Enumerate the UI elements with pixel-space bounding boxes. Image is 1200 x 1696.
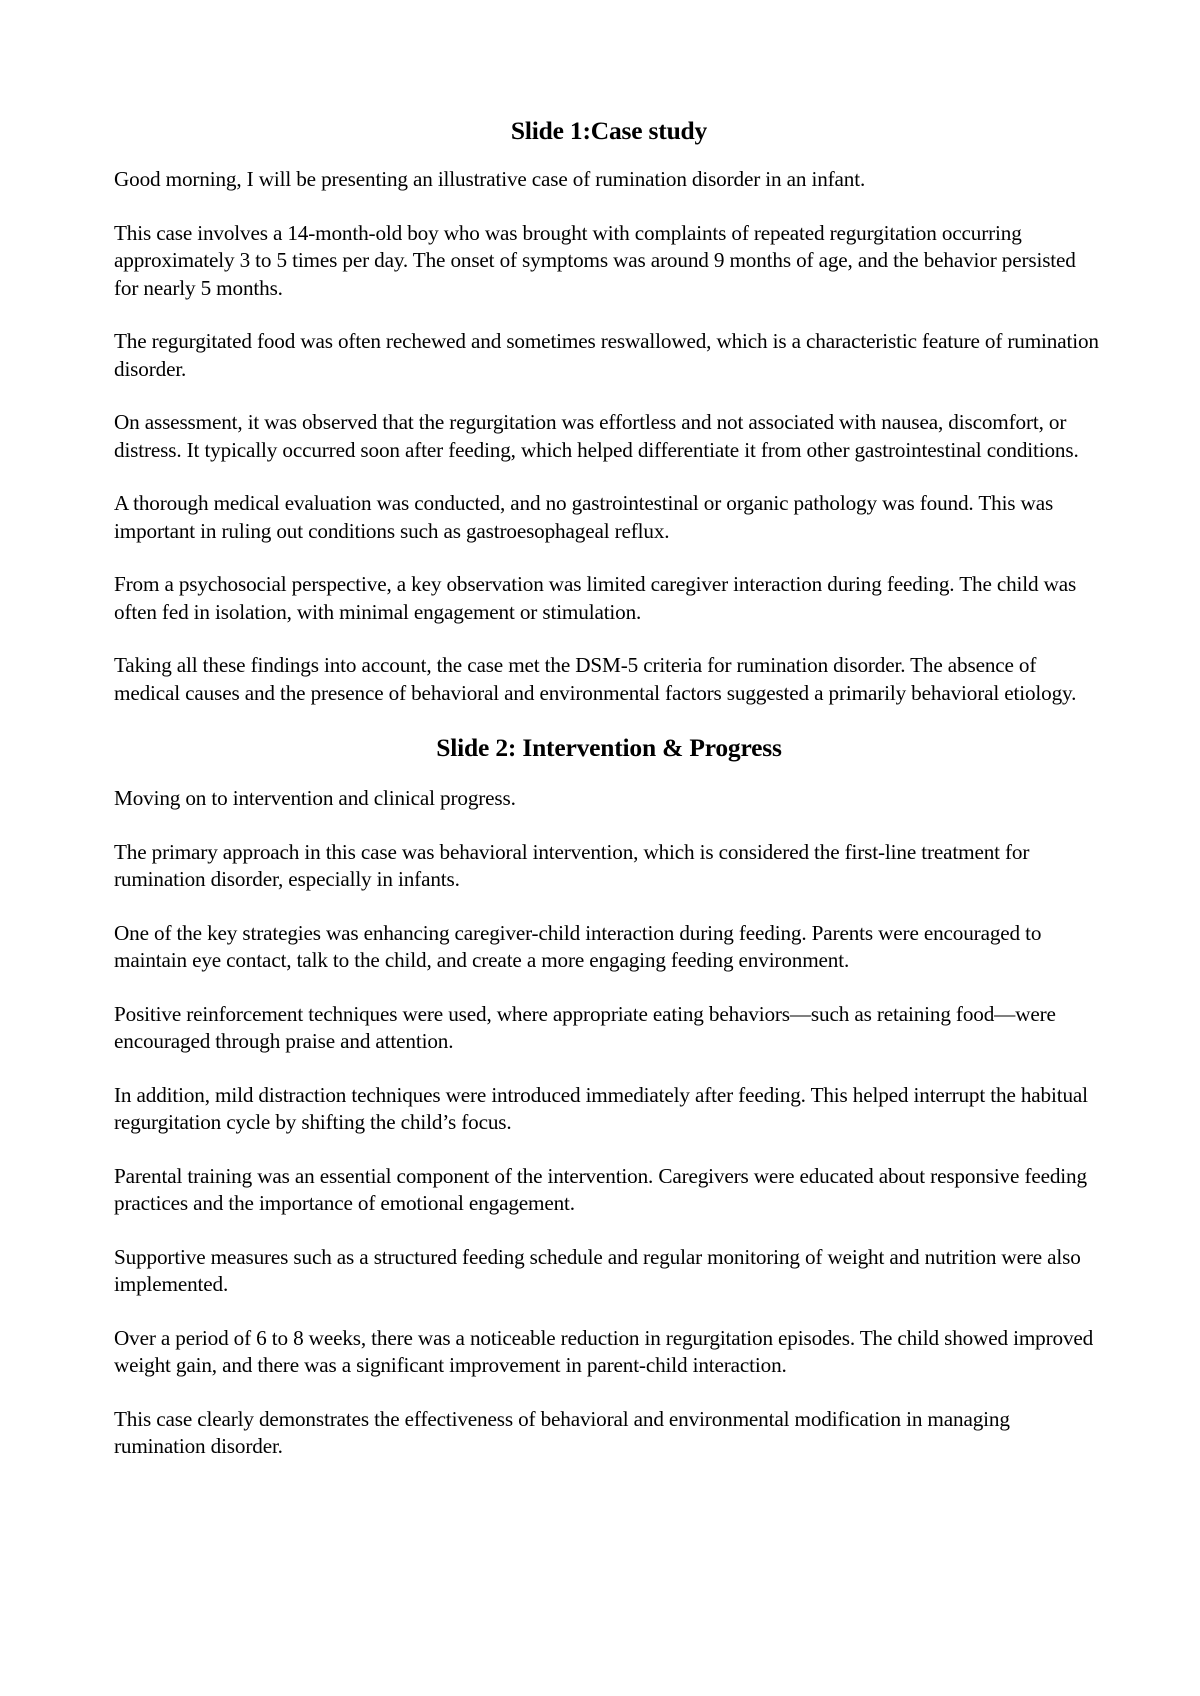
paragraph: Positive reinforcement techniques were used, where appropriate eating behaviors—such as retaining food—were encouraged through praise and attention. xyxy=(114,1001,1056,1053)
paragraph: On assessment, it was observed that the regurgitation was effortless and not associated with nausea, discomfort, or distress. It typically occurred soon after feeding, which helped differentiate it from other gastrointestinal conditions. xyxy=(114,410,1079,462)
section-heading-slide-2: Slide 2: Intervention & Progress xyxy=(436,733,782,762)
paragraph: The regurgitated food was often rechewed and sometimes reswallowed, which is a characteristic feature of rumination disorder. xyxy=(114,329,1099,381)
paragraph: The primary approach in this case was behavioral intervention, which is considered the first-line treatment for rumination disorder, especially in infants. xyxy=(114,839,1030,891)
paragraph: A thorough medical evaluation was conducted, and no gastrointestinal or organic pathology was found. This was important in ruling out conditions such as gastroesophageal reflux. xyxy=(114,491,1054,543)
paragraph: Taking all these findings into account, the case met the DSM-5 criteria for rumination disorder. The absence of medical causes and the presence of behavioral and environmental factors suggested a primarily behavioral etiology. xyxy=(114,653,1077,705)
paragraph: Over a period of 6 to 8 weeks, there was a noticeable reduction in regurgitation episodes. The child showed improved weight gain, and there was a significant improvement in parent-child interaction. xyxy=(114,1325,1094,1377)
paragraph: This case involves a 14-month-old boy who was brought with complaints of repeated regurgitation occurring approximately 3 to 5 times per day. The onset of symptoms was around 9 months of age, and the behavior persisted for nearly 5 months. xyxy=(114,220,1076,300)
paragraph: In addition, mild distraction techniques were introduced immediately after feeding. This helped interrupt the habitual regurgitation cycle by shifting the child’s focus. xyxy=(114,1082,1088,1134)
paragraph: Parental training was an essential component of the intervention. Caregivers were educated about responsive feeding practices and the importance of emotional engagement. xyxy=(114,1163,1087,1215)
paragraph: From a psychosocial perspective, a key observation was limited caregiver interaction during feeding. The child was often fed in isolation, with minimal engagement or stimulation. xyxy=(114,572,1077,624)
paragraph: One of the key strategies was enhancing caregiver-child interaction during feeding. Parents were encouraged to maintain eye contact, talk to the child, and create a more engaging feeding environment. xyxy=(114,920,1042,972)
paragraph: Supportive measures such as a structured feeding schedule and regular monitoring of weight and nutrition were also implemented. xyxy=(114,1244,1081,1296)
document-page xyxy=(114,116,1104,1487)
paragraph: This case clearly demonstrates the effectiveness of behavioral and environmental modification in managing rumination disorder. xyxy=(114,1406,1010,1458)
paragraph: Good morning, I will be presenting an illustrative case of rumination disorder in an infant. xyxy=(114,167,866,191)
section-heading-slide-1: Slide 1:Case study xyxy=(510,116,708,145)
paragraph: Moving on to intervention and clinical progress. xyxy=(114,786,516,810)
